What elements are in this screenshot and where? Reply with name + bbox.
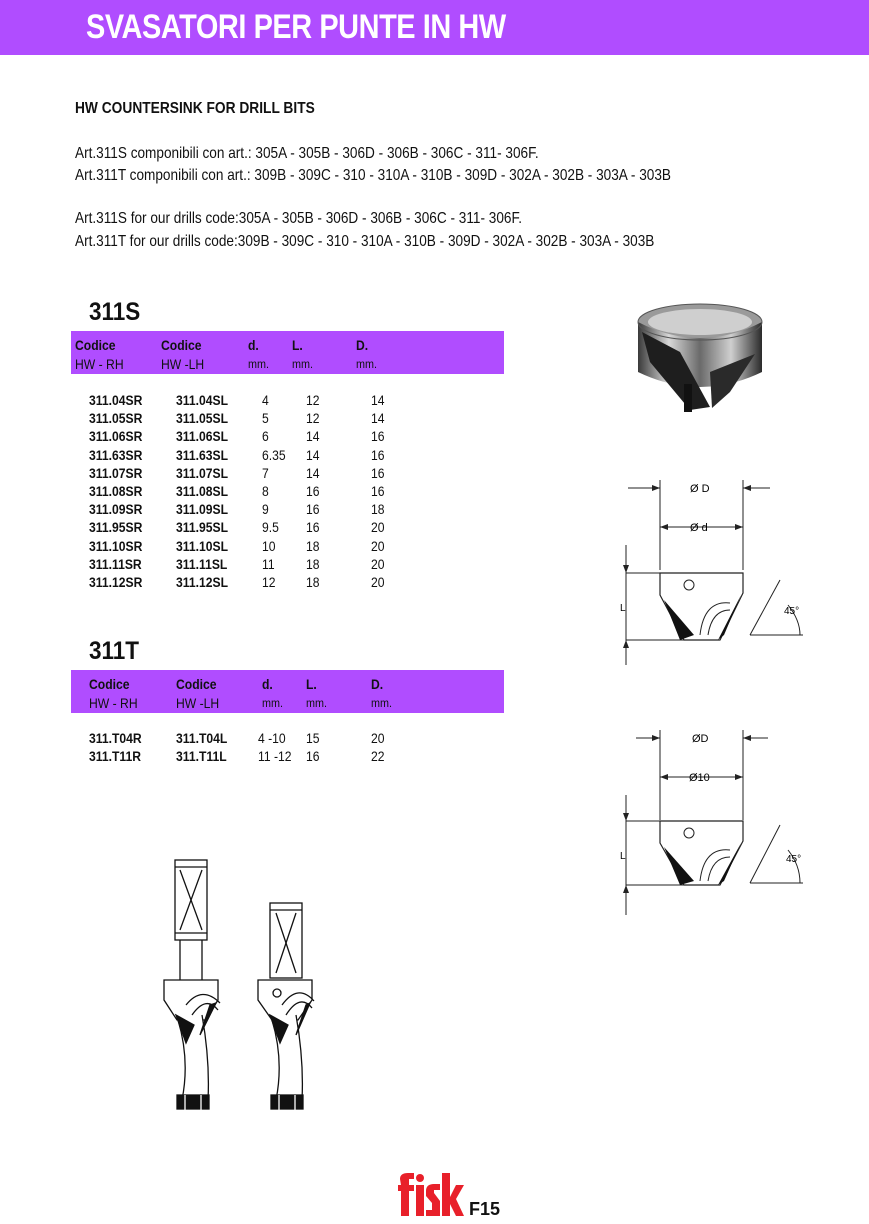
cell-code-lh: 311.05SL [176,411,229,427]
cell-code-lh: 311.95SL [176,520,229,536]
table-header-311s [71,331,504,374]
page-number: F15 [469,1199,501,1219]
intro-line: Art.311S for our drills code:305A - 305B - 306D - 306B - 306C - 311- 306F. [75,210,523,227]
cell-D: 18 [371,502,385,518]
cell-code-rh: 311.63SR [89,447,143,463]
header-D: D. [356,338,369,353]
header-codice-rh: Codice [89,677,130,692]
cell-code-rh: 311.04SR [89,393,143,408]
table-row [0,411,500,429]
cell-code-rh: 311.07SR [89,465,143,481]
header-d: d. [248,338,259,353]
header-d: d. [262,677,273,692]
table-row [0,520,500,538]
drill-right [258,903,314,1111]
cell-code-lh: 311.11SL [176,556,228,572]
diagram2-inner-label: Ø10 [689,772,710,784]
subheader-lh: HW -LH [176,696,220,711]
table-row [0,749,500,767]
diagram1-inner-label: Ø d [690,522,708,534]
cell-D: 16 [371,465,385,481]
cell-l: 14 [306,465,320,481]
section-title-311t: 311T [89,637,140,665]
brand-logo [398,1171,466,1219]
diagram-311t [600,725,815,920]
cell-D: 14 [371,393,385,408]
cell-code-lh: 311.04SL [176,393,229,408]
cell-D: 16 [371,429,385,445]
cell-l: 12 [306,393,320,408]
cell-D: 20 [371,556,385,572]
table-row [0,484,500,502]
cell-d: 8 [262,484,269,499]
cell-D: 16 [371,484,385,499]
cell-code-rh: 311.10SR [89,538,143,554]
cell-l: 16 [306,749,320,765]
subheader-d: mm. [248,357,269,371]
diagram2-angle-label: 45° [786,854,802,865]
cell-code-lh: 311.T11L [176,749,227,765]
table-row [0,502,500,520]
cell-d: 6 [262,429,269,445]
cell-code-lh: 311.09SL [176,502,229,518]
cell-d: 11 -12 [258,749,292,765]
cell-l: 12 [306,411,320,427]
cell-code-lh: 311.63SL [176,447,229,463]
cell-l: 16 [306,520,320,536]
subheader-rh: HW - RH [89,696,138,711]
table-row [0,731,500,749]
subheader-D: mm. [356,357,377,371]
table-row [0,539,500,557]
cell-d: 6.35 [262,447,286,463]
cell-D: 20 [371,520,385,536]
cell-code-rh: 311.T11R [89,749,142,765]
cell-l: 16 [306,502,320,518]
intro-line: Art.311T componibili con art.: 309B - 309C - 310 - 310A - 310B - 309D - 302A - 302B - 303A - 303B [75,167,671,184]
cell-d: 4 -10 [258,731,286,746]
subheader-D: mm. [371,696,392,710]
section-title-311s: 311S [89,298,141,326]
cell-code-rh: 311.09SR [89,502,143,518]
countersink-photo [620,292,780,432]
subheader-l: mm. [306,696,327,710]
table-row [0,557,500,575]
cell-d: 7 [262,465,269,481]
intro-line: Art.311S componibili con art.: 305A - 305B - 306D - 306B - 306C - 311- 306F. [75,145,539,162]
cell-code-rh: 311.08SR [89,484,143,499]
diagram1-length-label: L [620,603,626,614]
table-row [0,448,500,466]
table-row [0,466,500,484]
cell-l: 14 [306,447,320,463]
header-D: D. [371,677,384,692]
cell-D: 14 [371,411,385,427]
diagram2-outer-label: ØD [692,733,709,745]
header-codice-lh: Codice [176,677,217,692]
cell-code-rh: 311.T04R [89,731,142,746]
subheader-rh: HW - RH [75,357,124,372]
intro-line: Art.311T for our drills code:309B - 309C - 310 - 310A - 310B - 309D - 302A - 302B - 303A - 303B [75,233,655,250]
cell-l: 14 [306,429,320,445]
cell-code-rh: 311.11SR [89,556,142,572]
cell-l: 18 [306,556,320,572]
cell-d: 10 [262,538,276,554]
diagram1-angle-label: 45° [784,606,800,617]
cell-l: 18 [306,575,320,590]
cell-d: 5 [262,411,269,427]
cell-D: 22 [371,749,385,765]
cell-code-lh: 311.06SL [176,429,229,445]
header-l: L. [292,338,303,353]
subheader-d: mm. [262,696,283,710]
cell-d: 11 [262,556,275,572]
cell-l: 18 [306,538,320,554]
header-l: L. [306,677,317,692]
table-row [0,393,500,411]
diagram2-length-label: L [620,851,626,862]
drill-illustrations [150,855,350,1117]
cell-code-rh: 311.12SR [89,575,143,590]
cell-code-lh: 311.T04L [176,731,228,746]
cell-d: 9 [262,502,269,518]
table-row [0,575,500,593]
table-row [0,429,500,447]
diagram1-outer-label: Ø D [690,483,710,495]
cell-D: 20 [371,731,385,746]
cell-d: 9.5 [262,520,279,536]
cell-D: 20 [371,538,385,554]
cell-D: 16 [371,447,385,463]
cell-l: 16 [306,484,320,499]
cell-code-rh: 311.95SR [89,520,143,536]
table-header-311t [71,670,504,713]
cell-d: 4 [262,393,269,408]
cell-l: 15 [306,731,320,746]
drill-left [164,860,220,1111]
cell-code-rh: 311.06SR [89,429,143,445]
cell-d: 12 [262,575,276,590]
subheader-lh: HW -LH [161,357,205,372]
header-codice-rh: Codice [75,338,116,353]
cell-code-lh: 311.08SL [176,484,229,499]
cell-code-lh: 311.10SL [176,538,229,554]
title-banner [0,0,869,55]
page-title: SVASATORI PER PUNTE IN HW [86,8,506,46]
cell-code-lh: 311.07SL [176,465,229,481]
subheader-l: mm. [292,357,313,371]
cell-code-rh: 311.05SR [89,411,143,427]
cell-D: 20 [371,575,385,590]
header-codice-lh: Codice [161,338,202,353]
diagram-311s [600,475,815,670]
cell-code-lh: 311.12SL [176,575,229,590]
subtitle: HW COUNTERSINK FOR DRILL BITS [75,100,315,117]
